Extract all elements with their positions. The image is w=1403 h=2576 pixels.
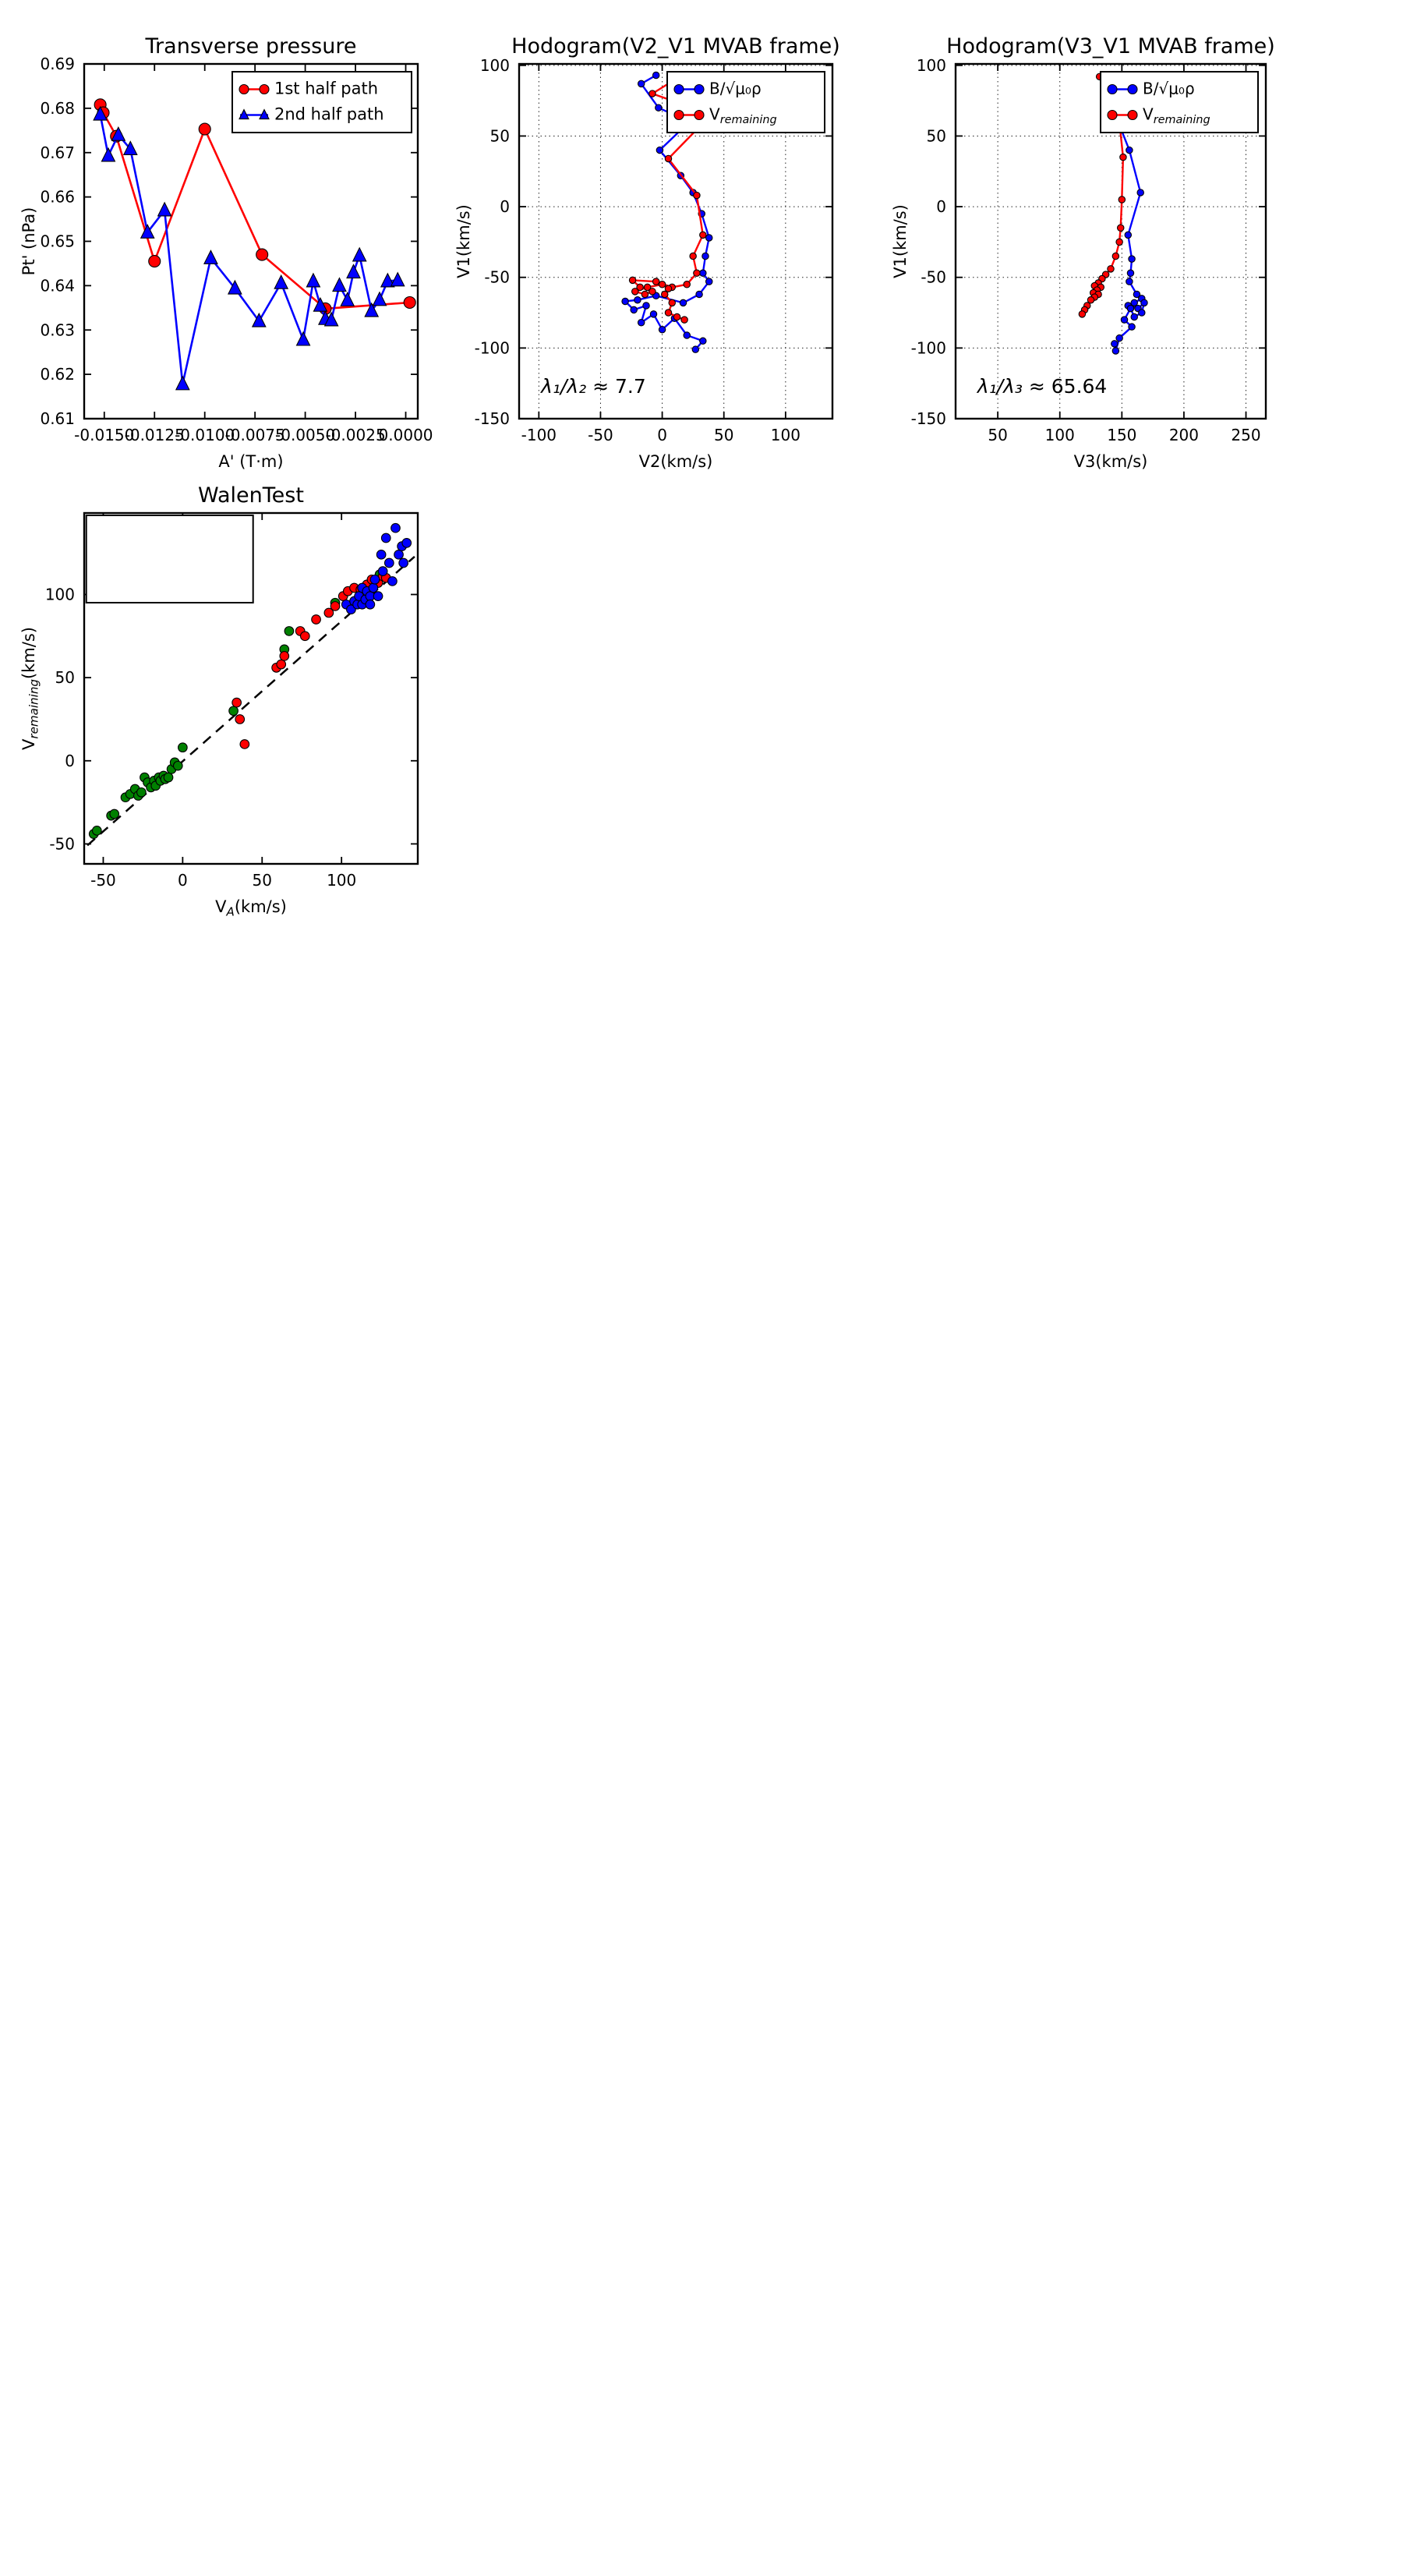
- x-tick-label: -100: [521, 426, 557, 444]
- y-tick-label: 0.62: [40, 365, 75, 384]
- data-point-marker: [164, 773, 173, 782]
- data-point-marker: [674, 111, 684, 120]
- data-point-marker: [1125, 232, 1131, 238]
- data-point-marker: [700, 232, 706, 238]
- data-point-marker: [137, 787, 147, 797]
- data-point-marker: [1112, 348, 1119, 354]
- x-tick-label: -0.0025: [325, 426, 386, 444]
- data-point-marker: [366, 600, 375, 609]
- data-point-marker: [659, 327, 665, 333]
- data-point-marker: [700, 338, 706, 344]
- hodogram-v3v1-mvab-plot: [891, 34, 1275, 471]
- legend: [667, 72, 825, 133]
- data-point-marker: [1141, 299, 1147, 306]
- data-point-marker: [178, 743, 188, 752]
- data-point-marker: [674, 85, 684, 94]
- y-tick-label: 0.63: [40, 320, 75, 340]
- data-point-marker: [260, 85, 269, 94]
- x-tick-label: 250: [1231, 426, 1261, 444]
- data-point-marker: [702, 253, 709, 259]
- data-point-marker: [638, 320, 644, 326]
- x-tick-label: 100: [1044, 426, 1075, 444]
- x-axis-label: V2(km/s): [638, 452, 713, 471]
- y-tick-label: 0: [936, 197, 946, 217]
- data-point-marker: [694, 192, 700, 198]
- data-point-marker: [404, 296, 415, 308]
- data-point-marker: [656, 147, 663, 153]
- annotation-box: [87, 515, 253, 603]
- data-point-marker: [240, 740, 249, 749]
- y-axis-label: $V_{remaining}(km/s)$: [19, 626, 41, 751]
- x-axis-label: V3(km/s): [1073, 452, 1148, 471]
- data-point-marker: [1120, 154, 1126, 160]
- x-tick-label: -0.0050: [275, 426, 336, 444]
- data-point-marker: [659, 281, 665, 288]
- x-tick-label: -50: [588, 426, 613, 444]
- x-tick-label: -0.0100: [175, 426, 235, 444]
- x-tick-label: 150: [1107, 426, 1137, 444]
- data-point-marker: [622, 298, 628, 304]
- y-tick-label: 50: [55, 668, 75, 688]
- data-point-marker: [641, 291, 648, 297]
- y-axis-label: V1(km/s): [454, 204, 473, 278]
- x-axis-label: $V_A(km/s)$: [215, 897, 287, 919]
- data-point-marker: [284, 627, 294, 636]
- plot-title: Hodogram(V3_V1 MVAB frame): [946, 34, 1275, 58]
- data-point-marker: [694, 111, 704, 120]
- data-point-marker: [644, 284, 650, 290]
- y-tick-label: -100: [910, 338, 946, 358]
- x-axis-label: A' (T·m): [218, 452, 284, 471]
- y-tick-label: 100: [479, 55, 510, 75]
- x-tick-label: -0.0125: [124, 426, 185, 444]
- data-point-marker: [650, 311, 656, 317]
- x-tick-label: 50: [988, 426, 1008, 444]
- data-point-marker: [680, 299, 686, 306]
- data-point-marker: [1112, 253, 1119, 259]
- x-tick-label: -0.0075: [224, 426, 285, 444]
- x-tick-label: -50: [90, 871, 116, 890]
- data-point-marker: [1131, 313, 1137, 320]
- data-point-marker: [1126, 278, 1133, 285]
- data-point-marker: [694, 85, 704, 94]
- data-point-marker: [681, 317, 687, 323]
- y-tick-label: -50: [49, 834, 75, 854]
- transverse-pressure-plot: [19, 34, 433, 471]
- data-point-marker: [1079, 311, 1085, 317]
- y-tick-label: -50: [484, 267, 510, 287]
- data-point-marker: [1119, 196, 1125, 203]
- data-point-marker: [173, 761, 182, 770]
- y-tick-label: -150: [910, 409, 946, 428]
- y-tick-label: 0: [500, 197, 510, 217]
- data-point-marker: [229, 706, 239, 716]
- data-point-marker: [1128, 85, 1137, 94]
- data-point-marker: [280, 652, 289, 661]
- data-point-marker: [629, 277, 635, 283]
- data-point-marker: [1118, 225, 1124, 231]
- data-point-marker: [706, 235, 712, 241]
- data-point-marker: [631, 306, 637, 313]
- data-point-marker: [649, 90, 656, 97]
- y-axis-label: Pt' (nPa): [19, 207, 38, 276]
- data-point-marker: [665, 310, 671, 316]
- data-point-marker: [684, 281, 690, 288]
- plot-title: WalenTest: [198, 483, 304, 508]
- data-point-marker: [330, 602, 340, 611]
- data-point-marker: [376, 550, 386, 560]
- data-point-marker: [669, 299, 675, 306]
- data-point-marker: [235, 715, 245, 724]
- data-point-marker: [394, 550, 404, 560]
- data-point-marker: [399, 558, 408, 568]
- legend-label: 2nd half path: [274, 104, 384, 124]
- x-tick-label: 100: [770, 426, 800, 444]
- annotation-text: λ₁/λ₂ ≈ 7.7: [541, 374, 646, 398]
- data-point-marker: [696, 291, 702, 297]
- data-point-marker: [1139, 310, 1145, 316]
- x-tick-label: 50: [713, 426, 734, 444]
- data-point-marker: [1121, 317, 1127, 323]
- data-point-marker: [1116, 334, 1122, 341]
- y-tick-label: 0.61: [40, 409, 75, 428]
- data-point-marker: [684, 332, 690, 338]
- data-point-marker: [256, 249, 268, 260]
- data-point-marker: [378, 567, 387, 576]
- y-tick-label: -100: [474, 338, 510, 358]
- data-point-marker: [370, 575, 380, 585]
- data-point-marker: [673, 313, 680, 320]
- plot-title: Hodogram(V2_V1 MVAB frame): [511, 34, 840, 58]
- x-tick-label: 0: [177, 871, 188, 890]
- data-point-marker: [690, 253, 696, 259]
- y-tick-label: 100: [44, 585, 75, 604]
- y-tick-label: 0.66: [40, 187, 75, 207]
- data-point-marker: [1108, 85, 1117, 94]
- hodogram-v2v1-mvab-plot: [454, 34, 840, 471]
- data-point-marker: [199, 123, 210, 135]
- plot-title: Transverse pressure: [145, 34, 357, 58]
- data-point-marker: [369, 583, 378, 593]
- data-point-marker: [1129, 324, 1135, 330]
- data-point-marker: [232, 698, 242, 707]
- data-point-marker: [110, 809, 119, 819]
- y-tick-label: 50: [926, 126, 946, 146]
- data-point-marker: [381, 533, 391, 543]
- annotation-text: λ₁/λ₃ ≈ 65.64: [977, 374, 1108, 398]
- data-point-marker: [93, 826, 102, 836]
- data-point-marker: [1108, 111, 1117, 120]
- data-point-marker: [692, 346, 698, 352]
- data-point-marker: [385, 558, 394, 568]
- y-tick-label: 0.65: [40, 232, 75, 251]
- data-point-marker: [652, 72, 659, 78]
- y-axis-label: V1(km/s): [891, 204, 910, 278]
- y-tick-label: 0.67: [40, 143, 75, 162]
- data-point-marker: [1108, 266, 1114, 272]
- data-point-marker: [700, 270, 706, 276]
- x-tick-label: 200: [1168, 426, 1200, 444]
- data-point-marker: [312, 615, 321, 625]
- y-tick-label: 0: [65, 751, 75, 770]
- data-point-marker: [1129, 256, 1135, 262]
- data-point-marker: [632, 288, 638, 295]
- x-tick-label: 100: [327, 871, 357, 890]
- x-tick-label: 0: [657, 426, 667, 444]
- y-tick-label: 0.64: [40, 276, 75, 295]
- legend-label: 1st half path: [274, 79, 379, 98]
- y-tick-label: -50: [921, 267, 946, 287]
- legend-label: B/√μ₀ρ: [709, 79, 762, 98]
- data-point-marker: [1128, 111, 1137, 120]
- data-point-marker: [149, 256, 161, 267]
- y-tick-label: 50: [489, 126, 510, 146]
- data-point-marker: [1126, 147, 1133, 153]
- y-tick-label: 0.69: [40, 55, 75, 73]
- data-point-marker: [373, 592, 383, 601]
- data-point-marker: [239, 85, 249, 94]
- data-point-marker: [634, 297, 641, 303]
- data-point-marker: [1127, 305, 1133, 311]
- data-point-marker: [277, 660, 286, 669]
- data-point-marker: [300, 632, 309, 641]
- data-point-marker: [1127, 270, 1133, 276]
- data-point-marker: [391, 523, 401, 533]
- x-tick-label: 50: [252, 871, 272, 890]
- legend-label: $V_{remaining}$: [709, 104, 777, 126]
- legend: [232, 72, 412, 133]
- legend: [1101, 72, 1258, 133]
- data-point-marker: [388, 577, 398, 586]
- y-tick-label: 100: [916, 55, 946, 75]
- legend-label: $V_{remaining}$: [1143, 104, 1210, 126]
- data-point-marker: [652, 278, 659, 285]
- data-point-marker: [1137, 189, 1143, 196]
- data-point-marker: [665, 155, 671, 161]
- legend-label: B/√μ₀ρ: [1143, 79, 1195, 98]
- data-point-marker: [1116, 239, 1122, 245]
- data-point-marker: [643, 303, 649, 309]
- data-point-marker: [656, 104, 662, 111]
- data-point-marker: [694, 270, 700, 276]
- data-point-marker: [1111, 341, 1118, 347]
- y-tick-label: -150: [474, 409, 510, 428]
- x-tick-label: -0.0150: [74, 426, 135, 444]
- data-point-marker: [638, 80, 644, 87]
- data-point-marker: [402, 539, 412, 548]
- data-point-marker: [706, 278, 712, 285]
- x-tick-label: 0.0000: [378, 426, 433, 444]
- y-tick-label: 0.68: [40, 98, 75, 118]
- data-point-marker: [662, 291, 668, 297]
